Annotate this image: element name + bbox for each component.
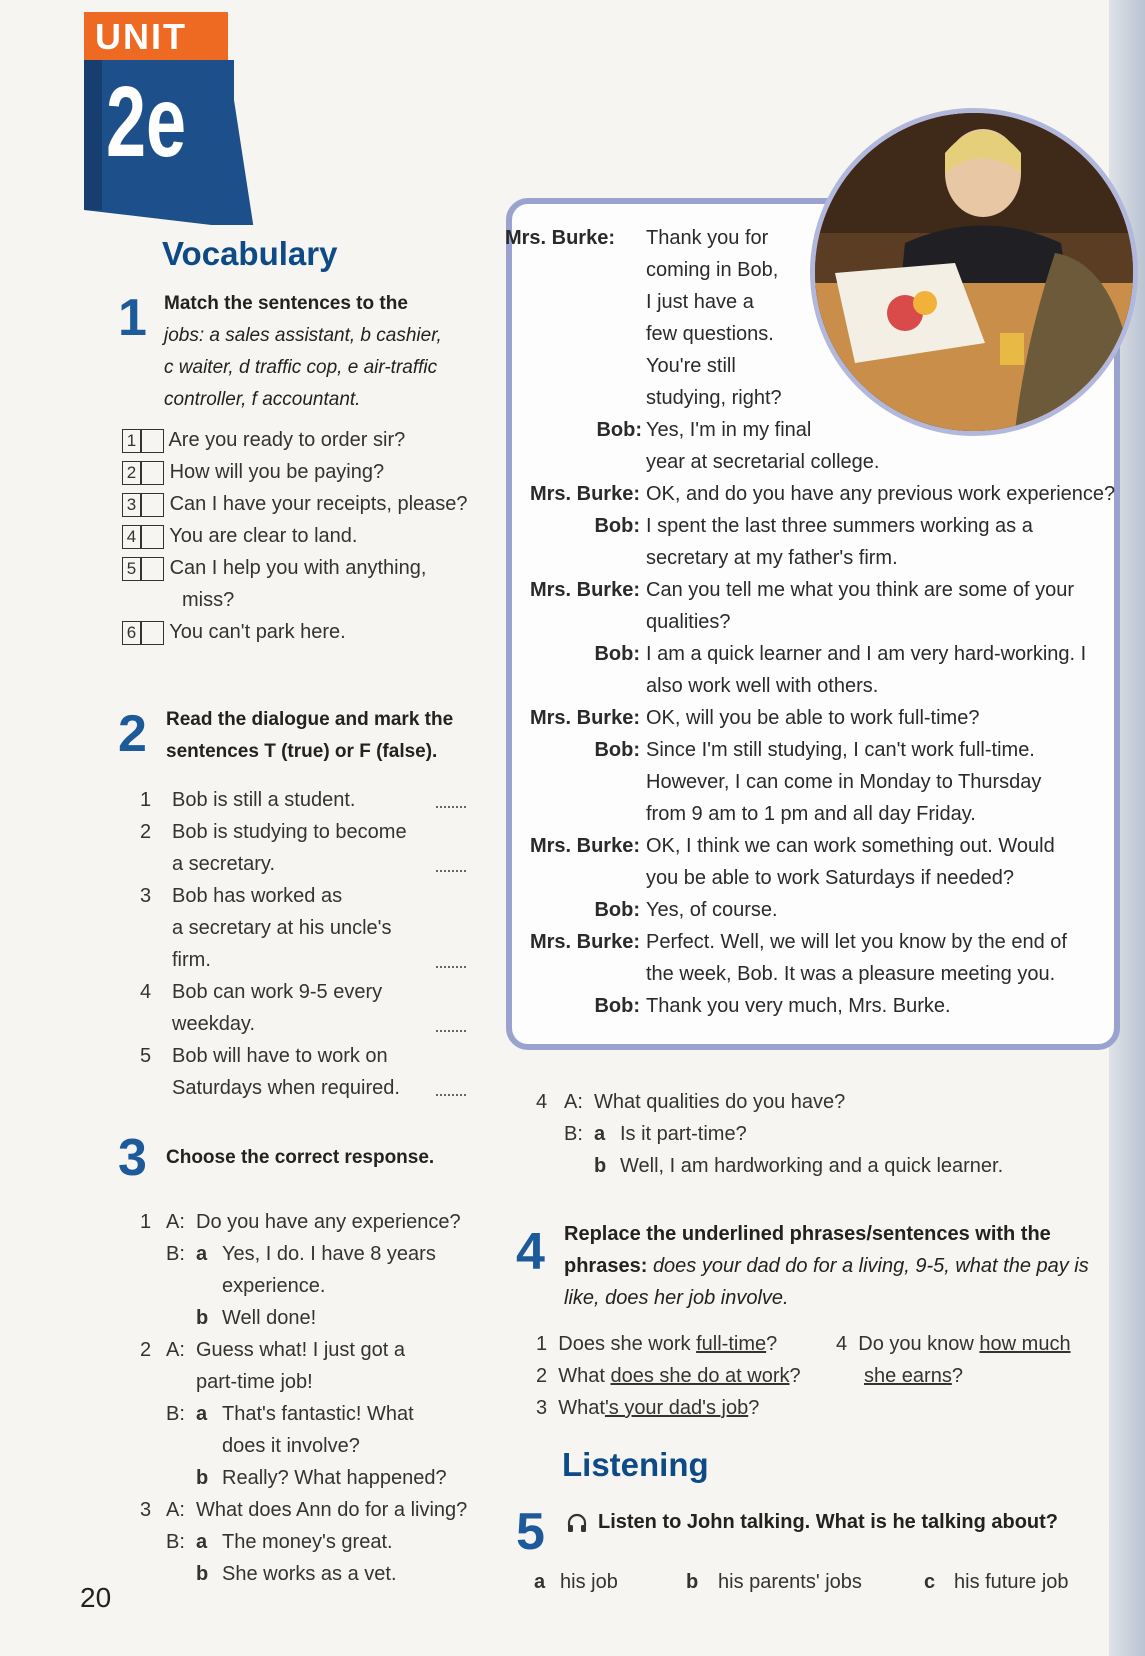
interview-photo	[810, 108, 1138, 436]
speaker-name: Mrs. Burke:	[529, 579, 640, 601]
option-text[interactable]: his parents' jobs	[718, 1571, 862, 1593]
dialogue-line: OK, will you be able to work full-time?	[646, 707, 980, 729]
speaker-name: Mrs. Burke:	[529, 483, 640, 505]
dialogue-line: I spent the last three summers working as a	[646, 515, 1033, 537]
dialogue-line: few questions.	[646, 323, 774, 345]
exercise-2-item-number: 3	[140, 885, 152, 907]
exercise-2-item-text: Bob is still a student.	[172, 789, 356, 811]
answer-blank[interactable]	[436, 806, 466, 808]
answer-box[interactable]	[141, 461, 164, 485]
speaker-label: B:	[166, 1403, 185, 1425]
answer-blank[interactable]	[436, 966, 466, 968]
question-number: 1	[140, 1211, 152, 1233]
exercise-2-item-text: weekday.	[172, 1013, 256, 1035]
dialogue-line: you be able to work Saturdays if needed?	[646, 867, 1015, 889]
speaker-name: Bob:	[594, 899, 640, 921]
exercise-2-item-number: 1	[140, 789, 152, 811]
speaker-label: A:	[166, 1499, 185, 1521]
page-number: 20	[80, 1582, 112, 1613]
answer-box[interactable]	[141, 621, 164, 645]
speaker-label: A:	[166, 1211, 185, 1233]
speaker-label: A:	[564, 1091, 583, 1113]
exercise-1-instruction: Match the sentences to the jobs: a sales assistant, b cashier, c waiter, d traffic cop, e air-traffic controller, f accountant.	[164, 293, 442, 410]
list-item: 4 Do you know how much	[836, 1333, 1071, 1355]
question-text: Do you have any experience?	[196, 1211, 461, 1233]
speaker-name: Bob:	[594, 515, 640, 537]
question-number: 3	[140, 1499, 152, 1521]
dialogue-line: Can you tell me what you think are some of your	[646, 579, 1074, 601]
speaker-label: B:	[166, 1531, 185, 1553]
option-letter[interactable]: a	[534, 1571, 546, 1593]
question-text: part-time job!	[196, 1371, 313, 1393]
dialogue-line: I just have a	[646, 291, 754, 313]
speaker-name: Bob:	[594, 739, 640, 761]
dialogue-line: the week, Bob. It was a pleasure meeting you.	[646, 963, 1056, 985]
speaker-label: A:	[166, 1339, 185, 1361]
dialogue-line: Thank you for	[646, 227, 769, 249]
list-item: 3 Can I have your receipts, please?	[122, 488, 468, 520]
answer-blank[interactable]	[436, 1030, 466, 1032]
list-item-continuation: she earns?	[864, 1365, 963, 1387]
list-item: 6 You can't park here.	[122, 616, 346, 648]
dialogue-line: Thank you very much, Mrs. Burke.	[646, 995, 951, 1017]
speaker-name: Bob:	[596, 419, 642, 441]
exercise-2-item-text: a secretary.	[172, 853, 275, 875]
answer-blank[interactable]	[436, 1094, 466, 1096]
exercise-4-number: 4	[516, 1223, 545, 1281]
option-letter[interactable]: b	[196, 1467, 209, 1489]
exercise-2-item-text: Bob has worked as	[172, 885, 343, 907]
exercise-3-instruction: Choose the correct response.	[166, 1147, 435, 1168]
unit-label: UNIT	[95, 16, 187, 57]
option-letter[interactable]: c	[924, 1571, 936, 1593]
option-text[interactable]: experience.	[222, 1275, 326, 1297]
speaker-name: Bob:	[594, 643, 640, 665]
exercise-5-instruction: Listen to John talking. What is he talking about?	[598, 1511, 1059, 1533]
option-letter[interactable]: b	[686, 1571, 699, 1593]
dialogue-line: secretary at my father's firm.	[646, 547, 898, 569]
dialogue-line: You're still	[646, 355, 736, 377]
option-text[interactable]: Well, I am hardworking and a quick learner.	[620, 1155, 1004, 1177]
exercise-2-item-text: Bob can work 9-5 every	[172, 981, 383, 1003]
option-text[interactable]: Is it part-time?	[620, 1123, 747, 1145]
dialogue-line: year at secretarial college.	[646, 451, 880, 473]
dialogue-line: OK, and do you have any previous work experience?	[646, 483, 1116, 505]
question-text: Guess what! I just got a	[196, 1339, 405, 1361]
list-item: 5 Can I help you with anything,	[122, 552, 426, 584]
exercise-3-number: 3	[118, 1129, 147, 1187]
speaker-name: Mrs. Burke:	[529, 931, 640, 953]
exercise-5-number: 5	[516, 1503, 545, 1561]
option-text[interactable]: his future job	[954, 1571, 1069, 1593]
question-number: 4	[536, 1091, 548, 1113]
dialogue-line: studying, right?	[646, 387, 782, 409]
option-letter[interactable]: b	[196, 1563, 209, 1585]
exercise-2-item-text: Bob is studying to become	[172, 821, 407, 843]
question-text: What qualities do you have?	[594, 1091, 846, 1113]
option-text[interactable]: The money's great.	[222, 1531, 393, 1553]
exercise-4-instruction: Replace the underlined phrases/sentences with the phrases: does your dad do for a living, 9-5, what the pay is like, does her job involve.	[564, 1223, 1089, 1309]
dialogue-line: coming in Bob,	[646, 259, 779, 281]
question-number: 2	[140, 1339, 152, 1361]
speaker-name: Mrs. Burke:	[529, 835, 640, 857]
listening-heading: Listening	[562, 1446, 709, 1483]
list-item: 1 Are you ready to order sir?	[122, 424, 405, 456]
dialogue-line: Since I'm still studying, I can't work full-time.	[646, 739, 1035, 761]
dialogue-line: I am a quick learner and I am very hard-working. I	[646, 643, 1087, 665]
speaker-name: Mrs. Burke:	[529, 707, 640, 729]
speaker-label: B:	[564, 1123, 583, 1145]
speaker-name: Mrs. Burke:	[504, 227, 615, 249]
exercise-2-item-number: 2	[140, 821, 152, 843]
exercise-2-item-text: firm.	[172, 949, 211, 971]
option-text[interactable]: Well done!	[222, 1307, 317, 1329]
exercise-2-item-text: Saturdays when required.	[172, 1077, 400, 1099]
option-letter[interactable]: a	[196, 1243, 208, 1265]
speaker-label: B:	[166, 1243, 185, 1265]
speaker-name: Bob:	[594, 995, 640, 1017]
dialogue-line: from 9 am to 1 pm and all day Friday.	[646, 803, 976, 825]
answer-box[interactable]	[141, 557, 164, 581]
option-text[interactable]: his job	[560, 1571, 618, 1593]
option-letter[interactable]: a	[196, 1531, 208, 1553]
exercise-1-number: 1	[118, 289, 147, 347]
list-item-continuation: miss?	[182, 589, 235, 611]
answer-box[interactable]	[141, 429, 164, 453]
dialogue-line: Yes, of course.	[646, 899, 778, 921]
unit-number: 2e	[106, 66, 187, 178]
dialogue-line: Yes, I'm in my final	[646, 419, 812, 441]
option-text[interactable]: Yes, I do. I have 8 years	[222, 1243, 436, 1265]
question-text: What does Ann do for a living?	[196, 1499, 468, 1521]
dialogue-line: OK, I think we can work something out. Would	[646, 835, 1055, 857]
dialogue-line: qualities?	[646, 611, 731, 633]
dialogue-line: Perfect. Well, we will let you know by the end of	[646, 931, 1067, 953]
dialogue-line: However, I can come in Monday to Thursday	[646, 771, 1042, 793]
list-item: 2 How will you be paying?	[122, 456, 384, 488]
list-item: 2 What does she do at work?	[536, 1365, 801, 1387]
vocabulary-heading: Vocabulary	[162, 235, 338, 272]
option-letter[interactable]: b	[594, 1155, 607, 1177]
exercise-2-number: 2	[118, 705, 147, 763]
option-text[interactable]: That's fantastic! What	[222, 1403, 414, 1425]
headphones-icon	[566, 1512, 588, 1534]
option-letter[interactable]: a	[594, 1123, 606, 1145]
exercise-2-item-text: a secretary at his uncle's	[172, 917, 392, 939]
option-letter[interactable]: b	[196, 1307, 209, 1329]
option-text[interactable]: She works as a vet.	[222, 1563, 397, 1585]
exercise-2-item-number: 5	[140, 1045, 152, 1067]
dialogue-line: also work well with others.	[646, 675, 879, 697]
option-letter[interactable]: a	[196, 1403, 208, 1425]
answer-box[interactable]	[141, 525, 164, 549]
answer-box[interactable]	[141, 493, 164, 517]
list-item: 4 You are clear to land.	[122, 520, 357, 552]
exercise-2-item-text: Bob will have to work on	[172, 1045, 388, 1067]
exercise-2-instruction: Read the dialogue and mark the sentences T (true) or F (false).	[166, 709, 454, 762]
option-text[interactable]: does it involve?	[222, 1435, 360, 1457]
list-item: 1 Does she work full-time?	[536, 1333, 778, 1355]
answer-blank[interactable]	[436, 870, 466, 872]
option-text[interactable]: Really? What happened?	[222, 1467, 447, 1489]
exercise-2-item-number: 4	[140, 981, 152, 1003]
list-item: 3 What's your dad's job?	[536, 1397, 760, 1419]
